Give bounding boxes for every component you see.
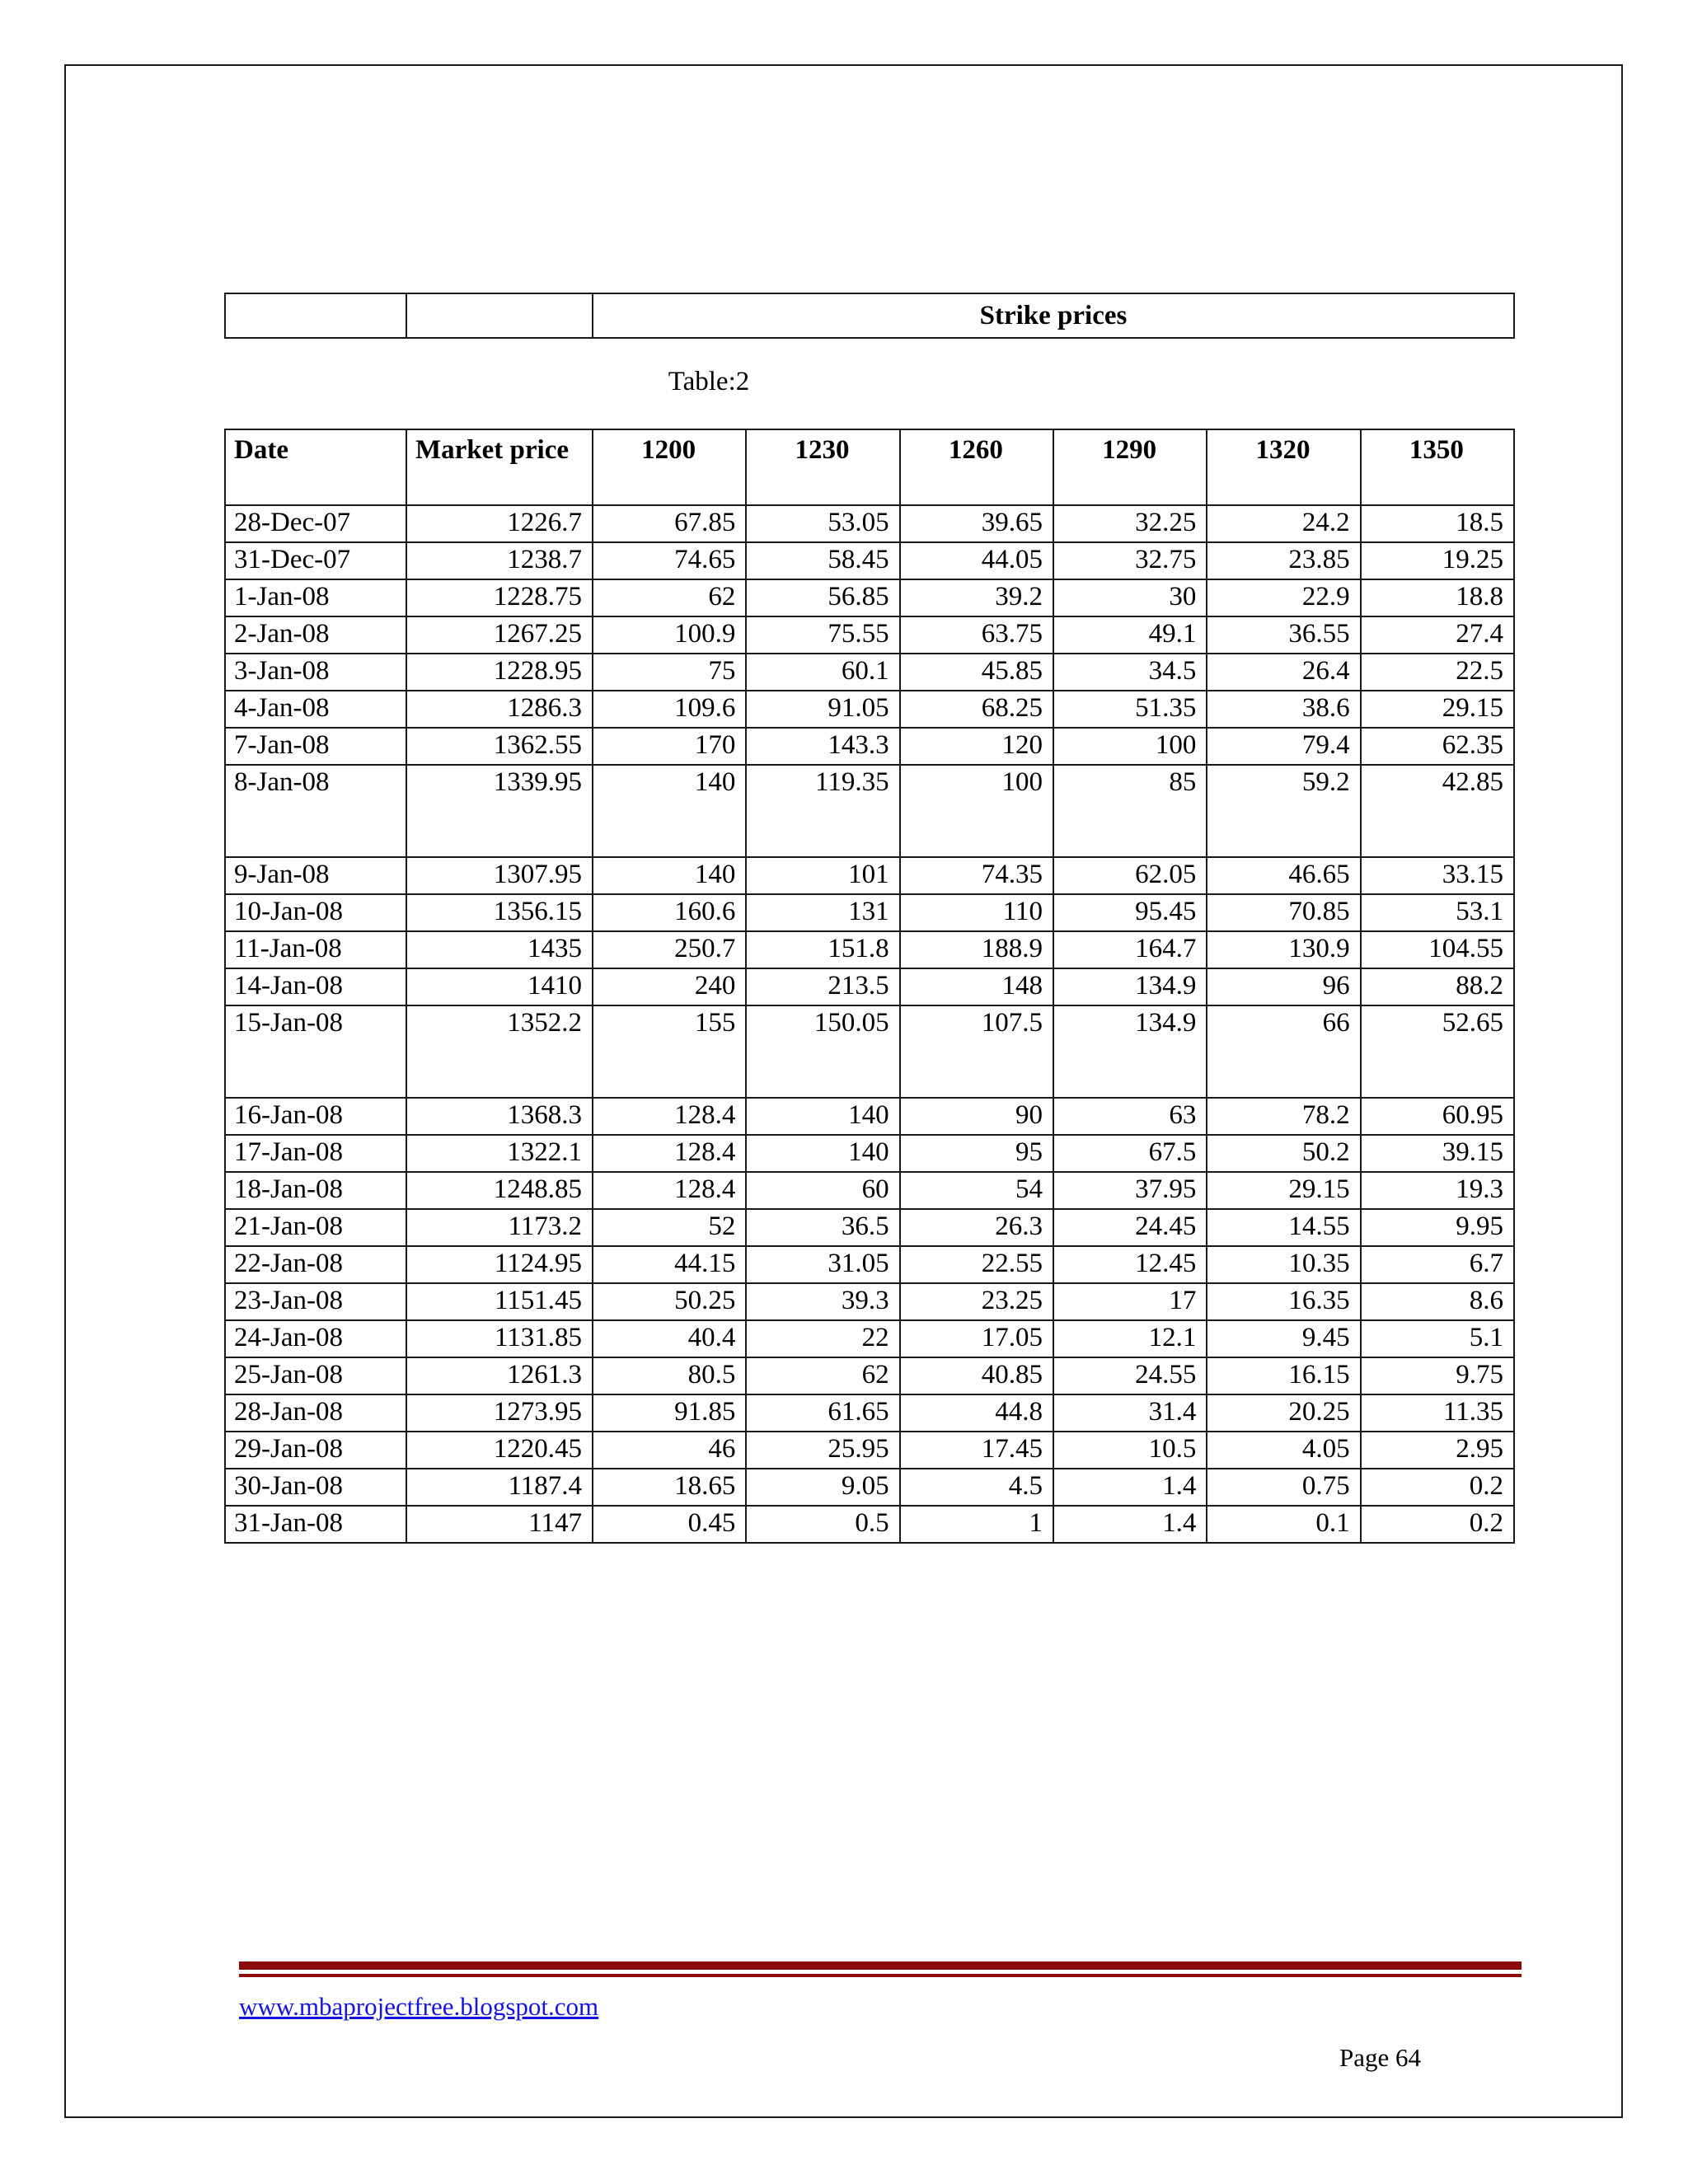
cell-date: 22-Jan-08 (225, 1246, 406, 1283)
table-row (225, 931, 1514, 968)
cell-premium-1260: 17.45 (900, 1432, 1053, 1469)
cell-premium-1290: 1.4 (1053, 1469, 1207, 1506)
cell-premium-1200: 0.45 (593, 1506, 746, 1543)
cell-date: 11-Jan-08 (225, 931, 406, 968)
cell-premium-1320: 96 (1207, 968, 1360, 1005)
table-header-row (225, 429, 1514, 505)
cell-market-price: 1435 (406, 931, 593, 968)
cell-premium-1350: 62.35 (1361, 728, 1514, 765)
cell-premium-1290: 30 (1053, 579, 1207, 616)
table-row (225, 542, 1514, 579)
cell-premium-1230: 61.65 (746, 1394, 899, 1432)
cell-date: 29-Jan-08 (225, 1432, 406, 1469)
cell-premium-1320: 59.2 (1207, 765, 1360, 857)
cell-premium-1230: 60.1 (746, 654, 899, 691)
cell-premium-1290: 12.45 (1053, 1246, 1207, 1283)
cell-premium-1290: 49.1 (1053, 616, 1207, 654)
option-premium-table (224, 429, 1515, 1544)
cell-date: 28-Dec-07 (225, 505, 406, 542)
cell-premium-1350: 42.85 (1361, 765, 1514, 857)
table-row (225, 1172, 1514, 1209)
table-row (225, 894, 1514, 931)
cell-premium-1200: 170 (593, 728, 746, 765)
column-header-strike-1230: 1230 (746, 429, 899, 505)
cell-market-price: 1147 (406, 1506, 593, 1543)
cell-premium-1320: 66 (1207, 1005, 1360, 1098)
cell-premium-1230: 119.35 (746, 765, 899, 857)
cell-premium-1290: 100 (1053, 728, 1207, 765)
cell-date: 1-Jan-08 (225, 579, 406, 616)
cell-premium-1230: 213.5 (746, 968, 899, 1005)
cell-date: 18-Jan-08 (225, 1172, 406, 1209)
cell-premium-1350: 27.4 (1361, 616, 1514, 654)
cell-market-price: 1173.2 (406, 1209, 593, 1246)
cell-premium-1350: 2.95 (1361, 1432, 1514, 1469)
cell-market-price: 1339.95 (406, 765, 593, 857)
cell-premium-1350: 9.75 (1361, 1357, 1514, 1394)
cell-premium-1320: 79.4 (1207, 728, 1360, 765)
table-row (225, 728, 1514, 765)
table-row (225, 1098, 1514, 1135)
table-row (225, 765, 1514, 857)
table-row (225, 1506, 1514, 1543)
cell-date: 31-Dec-07 (225, 542, 406, 579)
cell-date: 21-Jan-08 (225, 1209, 406, 1246)
cell-premium-1350: 8.6 (1361, 1283, 1514, 1320)
table-row (225, 857, 1514, 894)
cell-premium-1230: 91.05 (746, 691, 899, 728)
cell-premium-1290: 51.35 (1053, 691, 1207, 728)
cell-date: 24-Jan-08 (225, 1320, 406, 1357)
cell-premium-1350: 5.1 (1361, 1320, 1514, 1357)
column-header-strike-1350: 1350 (1361, 429, 1514, 505)
cell-premium-1230: 62 (746, 1357, 899, 1394)
cell-premium-1200: 74.65 (593, 542, 746, 579)
cell-premium-1260: 74.35 (900, 857, 1053, 894)
cell-date: 17-Jan-08 (225, 1135, 406, 1172)
table-row (225, 1357, 1514, 1394)
footer-url-link[interactable]: www.mbaprojectfree.blogspot.com (239, 1992, 599, 2021)
cell-premium-1260: 107.5 (900, 1005, 1053, 1098)
cell-date: 3-Jan-08 (225, 654, 406, 691)
cell-date: 7-Jan-08 (225, 728, 406, 765)
cell-premium-1320: 10.35 (1207, 1246, 1360, 1283)
cell-market-price: 1228.75 (406, 579, 593, 616)
banner-empty-cell-2 (406, 293, 593, 338)
cell-premium-1350: 18.8 (1361, 579, 1514, 616)
cell-premium-1320: 38.6 (1207, 691, 1360, 728)
footer-rule-thin (239, 1974, 1522, 1977)
table-row (225, 1394, 1514, 1432)
cell-premium-1200: 44.15 (593, 1246, 746, 1283)
cell-market-price: 1220.45 (406, 1432, 593, 1469)
cell-premium-1200: 128.4 (593, 1172, 746, 1209)
cell-premium-1320: 46.65 (1207, 857, 1360, 894)
cell-date: 2-Jan-08 (225, 616, 406, 654)
table-row (225, 1209, 1514, 1246)
table-head (225, 429, 1514, 505)
cell-premium-1290: 37.95 (1053, 1172, 1207, 1209)
cell-premium-1350: 0.2 (1361, 1469, 1514, 1506)
column-header-market-price: Market price (406, 429, 593, 505)
document-content (224, 293, 1515, 1544)
cell-premium-1200: 40.4 (593, 1320, 746, 1357)
cell-premium-1230: 36.5 (746, 1209, 899, 1246)
cell-premium-1230: 131 (746, 894, 899, 931)
table-caption: Table:2 (668, 367, 750, 396)
cell-market-price: 1261.3 (406, 1357, 593, 1394)
cell-premium-1290: 134.9 (1053, 1005, 1207, 1098)
cell-premium-1290: 32.75 (1053, 542, 1207, 579)
table-row (225, 968, 1514, 1005)
cell-date: 8-Jan-08 (225, 765, 406, 857)
table-row (225, 579, 1514, 616)
cell-premium-1230: 39.3 (746, 1283, 899, 1320)
cell-premium-1320: 23.85 (1207, 542, 1360, 579)
cell-date: 9-Jan-08 (225, 857, 406, 894)
cell-premium-1320: 24.2 (1207, 505, 1360, 542)
cell-premium-1320: 22.9 (1207, 579, 1360, 616)
cell-date: 23-Jan-08 (225, 1283, 406, 1320)
cell-premium-1260: 120 (900, 728, 1053, 765)
cell-premium-1320: 130.9 (1207, 931, 1360, 968)
cell-date: 15-Jan-08 (225, 1005, 406, 1098)
cell-market-price: 1187.4 (406, 1469, 593, 1506)
cell-premium-1320: 50.2 (1207, 1135, 1360, 1172)
cell-date: 4-Jan-08 (225, 691, 406, 728)
cell-premium-1260: 63.75 (900, 616, 1053, 654)
cell-premium-1260: 45.85 (900, 654, 1053, 691)
cell-premium-1290: 67.5 (1053, 1135, 1207, 1172)
cell-premium-1260: 188.9 (900, 931, 1053, 968)
cell-premium-1260: 1 (900, 1506, 1053, 1543)
cell-premium-1260: 110 (900, 894, 1053, 931)
cell-premium-1260: 26.3 (900, 1209, 1053, 1246)
cell-premium-1200: 128.4 (593, 1098, 746, 1135)
cell-premium-1260: 68.25 (900, 691, 1053, 728)
cell-premium-1350: 53.1 (1361, 894, 1514, 931)
cell-premium-1260: 90 (900, 1098, 1053, 1135)
cell-premium-1290: 17 (1053, 1283, 1207, 1320)
cell-premium-1320: 16.35 (1207, 1283, 1360, 1320)
cell-market-price: 1124.95 (406, 1246, 593, 1283)
footer-rule-thick (239, 1961, 1522, 1970)
cell-premium-1230: 101 (746, 857, 899, 894)
cell-premium-1200: 250.7 (593, 931, 746, 968)
cell-premium-1290: 62.05 (1053, 857, 1207, 894)
cell-market-price: 1131.85 (406, 1320, 593, 1357)
cell-premium-1320: 0.75 (1207, 1469, 1360, 1506)
column-header-strike-1200: 1200 (593, 429, 746, 505)
cell-premium-1230: 58.45 (746, 542, 899, 579)
cell-premium-1320: 29.15 (1207, 1172, 1360, 1209)
cell-premium-1320: 36.55 (1207, 616, 1360, 654)
cell-market-price: 1362.55 (406, 728, 593, 765)
cell-market-price: 1248.85 (406, 1172, 593, 1209)
cell-premium-1260: 39.65 (900, 505, 1053, 542)
cell-market-price: 1226.7 (406, 505, 593, 542)
banner-empty-cell-1 (225, 293, 406, 338)
cell-premium-1260: 39.2 (900, 579, 1053, 616)
cell-premium-1230: 143.3 (746, 728, 899, 765)
cell-premium-1290: 95.45 (1053, 894, 1207, 931)
cell-premium-1200: 100.9 (593, 616, 746, 654)
cell-premium-1230: 53.05 (746, 505, 899, 542)
cell-premium-1290: 164.7 (1053, 931, 1207, 968)
cell-premium-1320: 14.55 (1207, 1209, 1360, 1246)
cell-premium-1200: 109.6 (593, 691, 746, 728)
cell-premium-1200: 128.4 (593, 1135, 746, 1172)
cell-date: 30-Jan-08 (225, 1469, 406, 1506)
table-row (225, 1005, 1514, 1098)
cell-market-price: 1273.95 (406, 1394, 593, 1432)
cell-premium-1350: 9.95 (1361, 1209, 1514, 1246)
cell-premium-1230: 0.5 (746, 1506, 899, 1543)
cell-premium-1200: 140 (593, 765, 746, 857)
table-row (225, 1246, 1514, 1283)
table-row (225, 1469, 1514, 1506)
column-header-strike-1290: 1290 (1053, 429, 1207, 505)
cell-premium-1230: 56.85 (746, 579, 899, 616)
cell-premium-1320: 26.4 (1207, 654, 1360, 691)
cell-premium-1320: 20.25 (1207, 1394, 1360, 1432)
cell-market-price: 1267.25 (406, 616, 593, 654)
cell-premium-1260: 95 (900, 1135, 1053, 1172)
cell-premium-1230: 31.05 (746, 1246, 899, 1283)
cell-market-price: 1356.15 (406, 894, 593, 931)
table-row (225, 1320, 1514, 1357)
page-footer (239, 1961, 1522, 2073)
cell-date: 28-Jan-08 (225, 1394, 406, 1432)
cell-premium-1230: 140 (746, 1098, 899, 1135)
cell-premium-1200: 140 (593, 857, 746, 894)
cell-premium-1200: 46 (593, 1432, 746, 1469)
table-row (225, 654, 1514, 691)
cell-premium-1320: 4.05 (1207, 1432, 1360, 1469)
cell-premium-1320: 0.1 (1207, 1506, 1360, 1543)
cell-market-price: 1352.2 (406, 1005, 593, 1098)
cell-premium-1230: 75.55 (746, 616, 899, 654)
cell-premium-1230: 22 (746, 1320, 899, 1357)
cell-premium-1350: 60.95 (1361, 1098, 1514, 1135)
cell-premium-1260: 22.55 (900, 1246, 1053, 1283)
cell-premium-1260: 4.5 (900, 1469, 1053, 1506)
cell-premium-1260: 17.05 (900, 1320, 1053, 1357)
cell-premium-1200: 67.85 (593, 505, 746, 542)
cell-premium-1350: 0.2 (1361, 1506, 1514, 1543)
column-header-strike-1260: 1260 (900, 429, 1053, 505)
column-header-strike-1320: 1320 (1207, 429, 1360, 505)
cell-premium-1260: 148 (900, 968, 1053, 1005)
cell-premium-1290: 10.5 (1053, 1432, 1207, 1469)
cell-premium-1200: 62 (593, 579, 746, 616)
cell-premium-1230: 60 (746, 1172, 899, 1209)
cell-premium-1350: 11.35 (1361, 1394, 1514, 1432)
cell-premium-1200: 155 (593, 1005, 746, 1098)
cell-premium-1200: 75 (593, 654, 746, 691)
banner-row (225, 293, 1514, 338)
cell-premium-1200: 240 (593, 968, 746, 1005)
cell-premium-1290: 34.5 (1053, 654, 1207, 691)
cell-premium-1230: 150.05 (746, 1005, 899, 1098)
cell-premium-1200: 160.6 (593, 894, 746, 931)
table-row (225, 505, 1514, 542)
cell-premium-1290: 31.4 (1053, 1394, 1207, 1432)
strike-prices-banner-table (224, 293, 1515, 339)
cell-market-price: 1322.1 (406, 1135, 593, 1172)
table-row (225, 1283, 1514, 1320)
cell-premium-1290: 32.25 (1053, 505, 1207, 542)
cell-premium-1200: 50.25 (593, 1283, 746, 1320)
cell-premium-1290: 85 (1053, 765, 1207, 857)
cell-date: 31-Jan-08 (225, 1506, 406, 1543)
cell-market-price: 1151.45 (406, 1283, 593, 1320)
cell-premium-1350: 6.7 (1361, 1246, 1514, 1283)
table-row (225, 691, 1514, 728)
cell-premium-1200: 91.85 (593, 1394, 746, 1432)
cell-market-price: 1228.95 (406, 654, 593, 691)
cell-premium-1290: 24.55 (1053, 1357, 1207, 1394)
cell-premium-1290: 24.45 (1053, 1209, 1207, 1246)
cell-premium-1230: 140 (746, 1135, 899, 1172)
cell-premium-1350: 52.65 (1361, 1005, 1514, 1098)
cell-date: 16-Jan-08 (225, 1098, 406, 1135)
cell-market-price: 1286.3 (406, 691, 593, 728)
cell-premium-1350: 29.15 (1361, 691, 1514, 728)
cell-market-price: 1238.7 (406, 542, 593, 579)
table-row (225, 616, 1514, 654)
cell-premium-1350: 18.5 (1361, 505, 1514, 542)
cell-premium-1320: 16.15 (1207, 1357, 1360, 1394)
table-row (225, 1135, 1514, 1172)
cell-premium-1290: 134.9 (1053, 968, 1207, 1005)
cell-premium-1350: 33.15 (1361, 857, 1514, 894)
cell-premium-1260: 44.8 (900, 1394, 1053, 1432)
cell-premium-1290: 12.1 (1053, 1320, 1207, 1357)
strike-prices-title: Strike prices (593, 293, 1514, 338)
column-header-date: Date (225, 429, 406, 505)
cell-premium-1350: 19.25 (1361, 542, 1514, 579)
cell-market-price: 1368.3 (406, 1098, 593, 1135)
cell-premium-1260: 40.85 (900, 1357, 1053, 1394)
cell-premium-1260: 44.05 (900, 542, 1053, 579)
cell-premium-1200: 52 (593, 1209, 746, 1246)
cell-premium-1290: 63 (1053, 1098, 1207, 1135)
cell-premium-1320: 9.45 (1207, 1320, 1360, 1357)
cell-premium-1350: 22.5 (1361, 654, 1514, 691)
cell-premium-1230: 25.95 (746, 1432, 899, 1469)
page-number-label: Page 64 (1339, 2043, 1421, 2072)
cell-premium-1230: 9.05 (746, 1469, 899, 1506)
cell-premium-1320: 70.85 (1207, 894, 1360, 931)
cell-date: 10-Jan-08 (225, 894, 406, 931)
cell-premium-1230: 151.8 (746, 931, 899, 968)
cell-market-price: 1307.95 (406, 857, 593, 894)
cell-premium-1350: 88.2 (1361, 968, 1514, 1005)
cell-date: 25-Jan-08 (225, 1357, 406, 1394)
table-body (225, 505, 1514, 1543)
cell-date: 14-Jan-08 (225, 968, 406, 1005)
cell-market-price: 1410 (406, 968, 593, 1005)
cell-premium-1260: 100 (900, 765, 1053, 857)
cell-premium-1350: 19.3 (1361, 1172, 1514, 1209)
cell-premium-1200: 80.5 (593, 1357, 746, 1394)
cell-premium-1350: 104.55 (1361, 931, 1514, 968)
table-row (225, 1432, 1514, 1469)
cell-premium-1200: 18.65 (593, 1469, 746, 1506)
cell-premium-1260: 23.25 (900, 1283, 1053, 1320)
cell-premium-1290: 1.4 (1053, 1506, 1207, 1543)
cell-premium-1320: 78.2 (1207, 1098, 1360, 1135)
cell-premium-1260: 54 (900, 1172, 1053, 1209)
cell-premium-1350: 39.15 (1361, 1135, 1514, 1172)
